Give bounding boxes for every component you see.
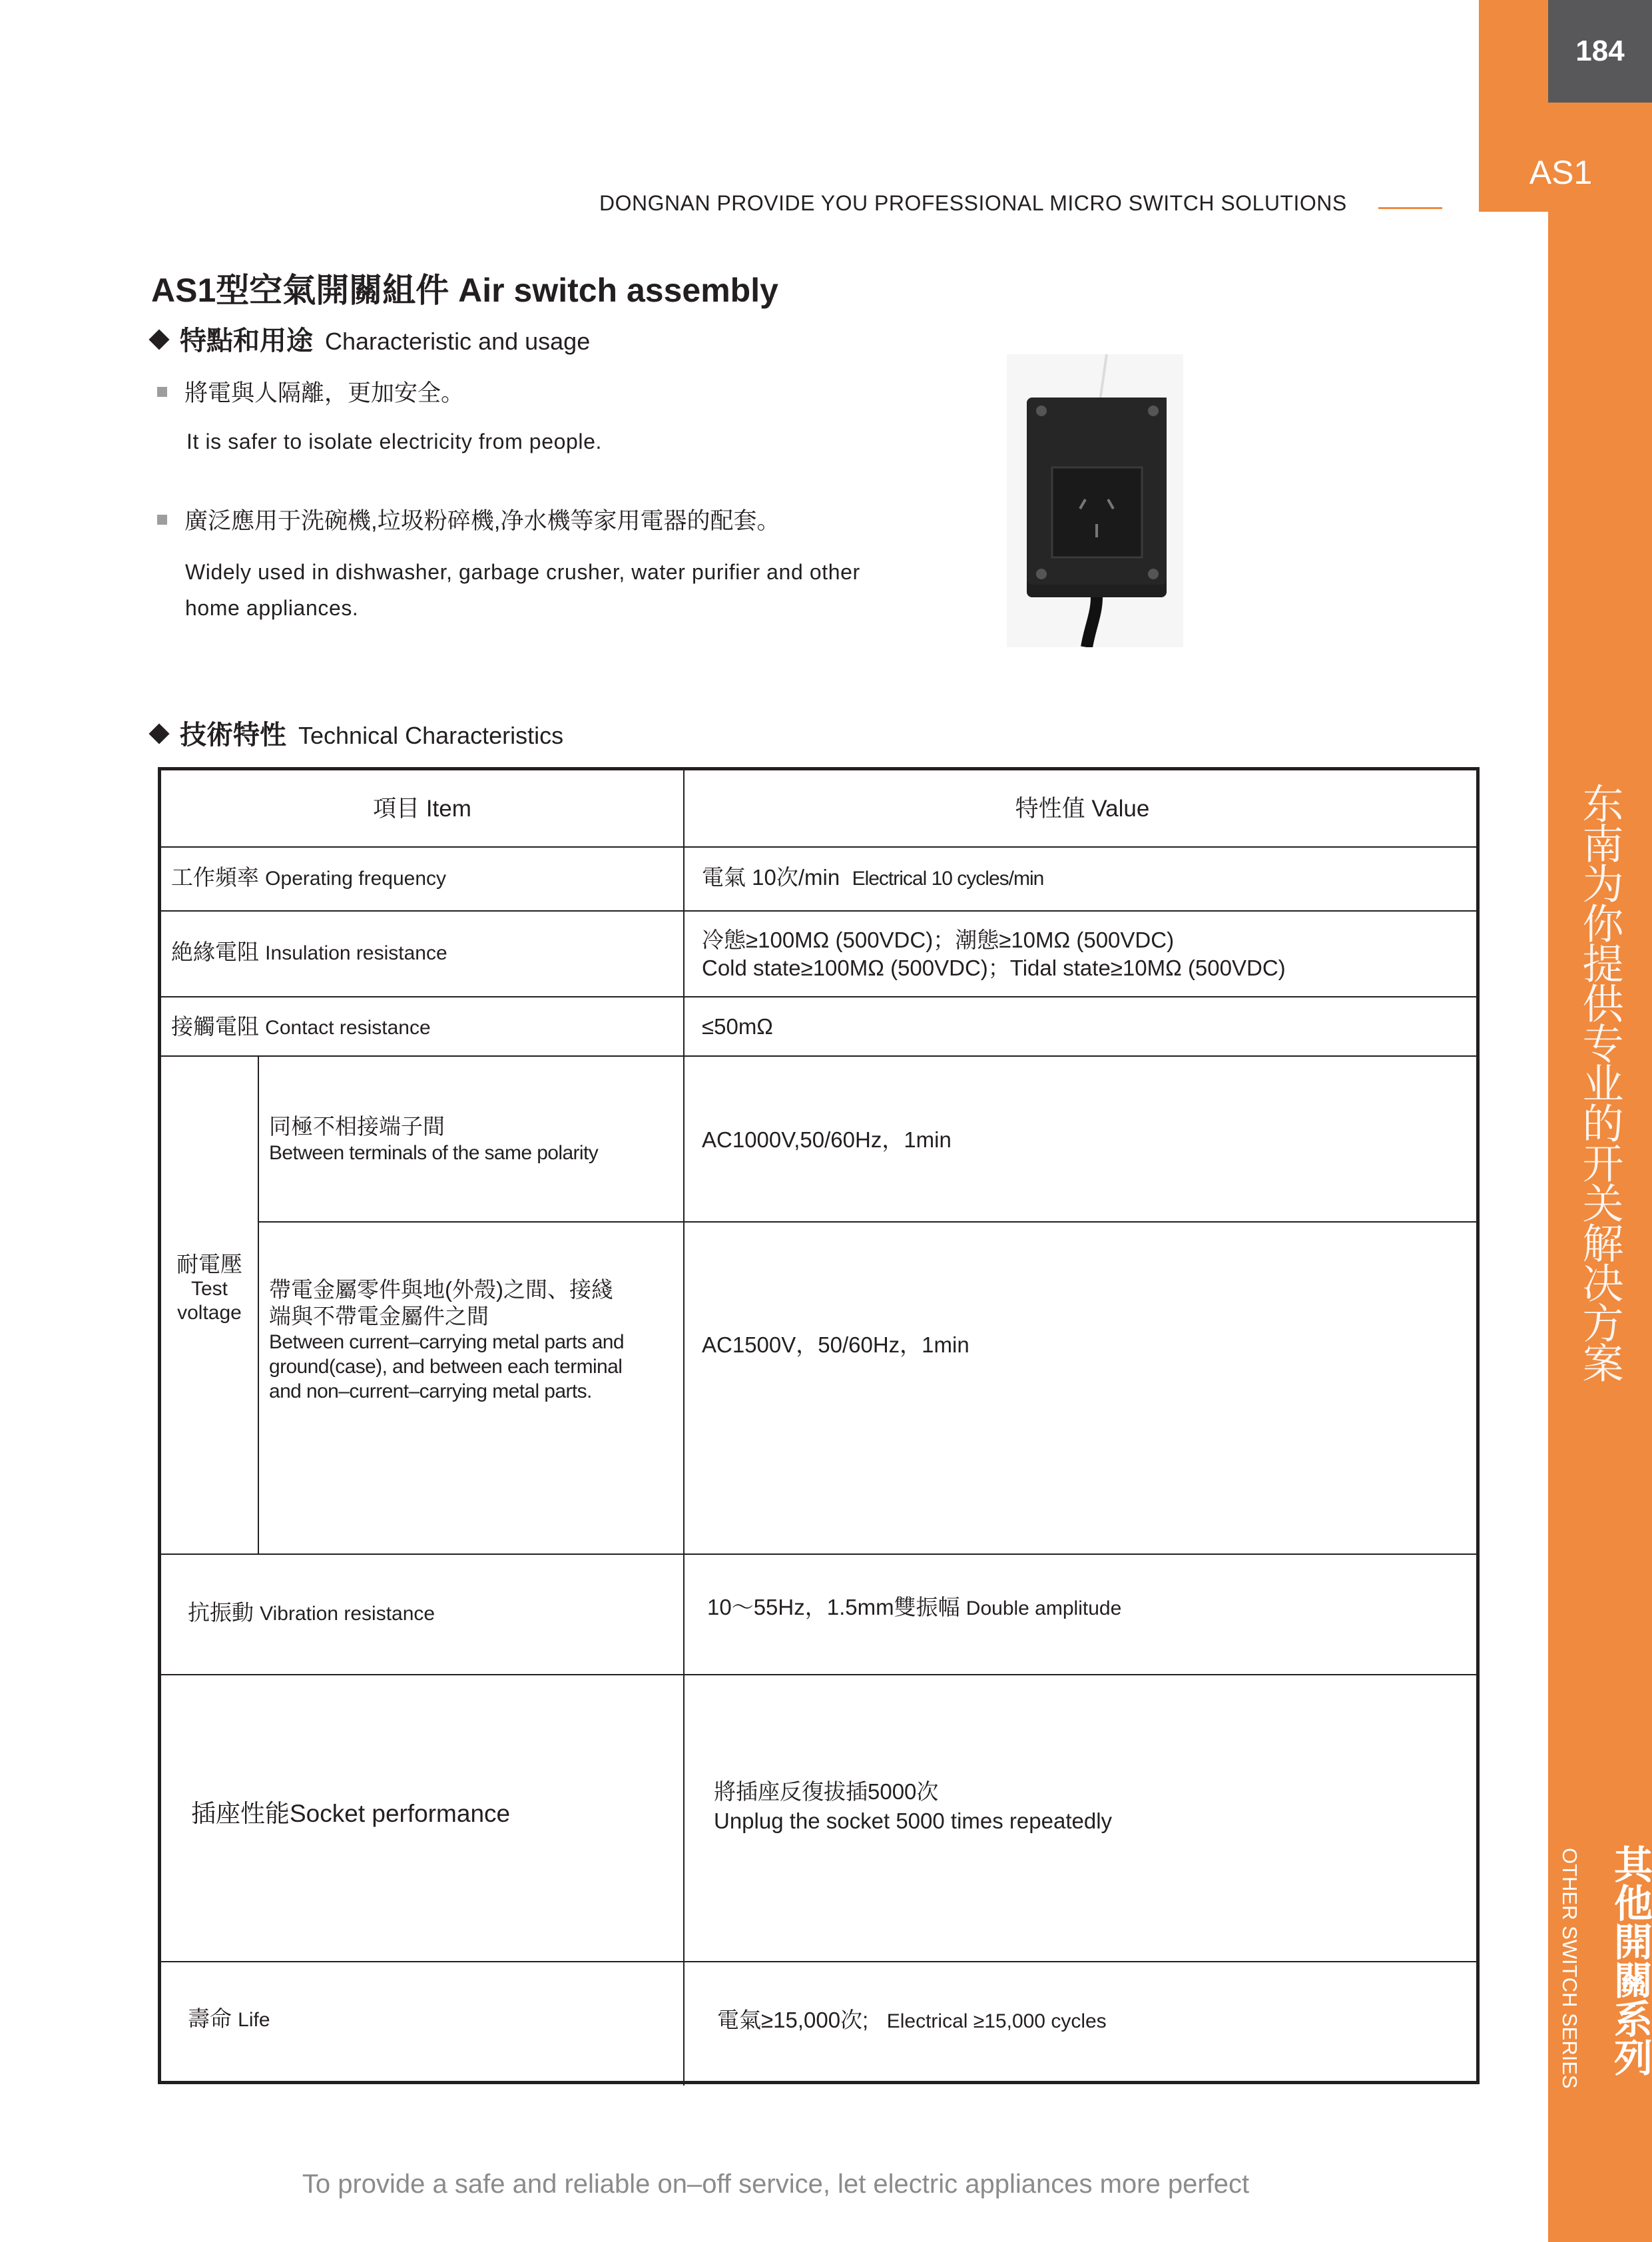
value-cn: 電氣≥15,000次; — [717, 2008, 869, 2032]
table-rule — [258, 1221, 1480, 1223]
label-cn: 工作頻率 — [171, 865, 259, 890]
header-tagline: DONGNAN PROVIDE YOU PROFESSIONAL MICRO SWITCH SOLUTIONS — [599, 191, 1347, 215]
table-rule — [258, 1055, 259, 1553]
sub1-cn: 同極不相接端子間 — [269, 1114, 445, 1139]
col-header-item: 項目 Item — [373, 796, 471, 822]
col-header-value: 特性值 Value — [1015, 796, 1150, 822]
label-en: Contact resistance — [265, 1017, 431, 1039]
feature-1-cn-text: 將電與人隔離，更加安全。 — [184, 380, 465, 406]
square-bullet-icon — [157, 515, 167, 525]
value-en: Electrical 10 cycles/min — [852, 868, 1044, 890]
section-technical-heading — [146, 714, 563, 752]
value-line-1: 冷態≥100MΩ (500VDC)；潮態≥10MΩ (500VDC) — [702, 928, 1175, 952]
heading-en: Technical Characteristics — [298, 722, 564, 749]
table-rule — [161, 1055, 1476, 1057]
product-photo — [1007, 354, 1183, 647]
row-insulation-value — [702, 926, 1286, 982]
feature-1-en: It is safer to isolate electricity from people. — [186, 429, 602, 453]
sub1-en: Between terminals of the same polarity — [269, 1142, 599, 1164]
feature-1-cn — [153, 375, 464, 408]
row-socket-value — [714, 1777, 1112, 1836]
voltage-sub2-value: AC1500V，50/60Hz，1min — [702, 1332, 969, 1357]
model-tag: AS1 — [1529, 154, 1593, 191]
sub2-en-1: Between current–carrying metal parts and — [269, 1331, 624, 1353]
value-en: Unplug the socket 5000 times repeatedly — [714, 1809, 1113, 1833]
page-number: 184 — [1575, 35, 1625, 67]
row-insulation-label — [171, 939, 447, 966]
table-rule — [683, 770, 685, 2086]
value-line-2: Cold state≥100MΩ (500VDC)；Tidal state≥10MΩ (500VDC) — [702, 956, 1286, 980]
sub2-cn-2: 端與不帶電金屬件之間 — [269, 1304, 489, 1328]
table-rule — [161, 996, 1476, 997]
table-rule — [161, 1674, 1476, 1675]
row-freq-value — [702, 864, 1043, 891]
diamond-bullet-icon — [148, 723, 169, 744]
series-label-cn: 其他開關系列 — [1608, 1844, 1651, 2076]
row-life-value — [717, 2007, 1107, 2034]
table-rule — [161, 1961, 1476, 1962]
label-en: Life — [238, 2009, 270, 2031]
section-characteristics-heading — [146, 320, 590, 358]
diamond-bullet-icon — [148, 329, 169, 350]
value-en: Electrical ≥15,000 cycles — [886, 2010, 1107, 2032]
voltage-sub2-label — [269, 1276, 624, 1404]
value-cn: 將插座反復拔插5000次 — [714, 1779, 939, 1804]
table-rule — [161, 910, 1476, 912]
value-en: Double amplitude — [965, 1597, 1122, 1619]
label-en-2: voltage — [177, 1302, 242, 1324]
row-socket-label: 插座性能Socket performance — [191, 1800, 511, 1827]
sub2-en-2: ground(case), and between each terminal — [269, 1356, 623, 1378]
table-rule — [161, 1553, 1476, 1555]
voltage-sub1-value: AC1000V,50/60Hz，1min — [702, 1127, 952, 1152]
sub2-en-3: and non–current–carrying metal parts. — [269, 1380, 592, 1402]
label-cn: 耐電壓 — [176, 1252, 242, 1276]
row-voltage-label — [161, 1252, 258, 1325]
label-en-1: Test — [190, 1278, 228, 1300]
label-cn: 絶緣電阻 — [171, 940, 259, 964]
label-cn: 接觸電阻 — [171, 1014, 259, 1039]
row-freq-label — [171, 864, 446, 891]
label-en: Insulation resistance — [265, 942, 447, 964]
label-en: Operating frequency — [265, 868, 447, 890]
voltage-sub1-label — [269, 1113, 598, 1167]
spec-table — [158, 767, 1480, 2084]
vertical-slogan: 东南为你提供专业的开关解决方案 — [1576, 782, 1622, 1382]
heading-cn: 技術特性 — [180, 720, 286, 750]
label-cn: 壽命 — [188, 2006, 232, 2031]
value-cn: 電氣 10次/min — [702, 865, 840, 890]
row-vibration-value — [707, 1594, 1121, 1621]
row-vibration-label — [188, 1599, 435, 1626]
sub2-cn-1: 帶電金屬零件與地(外殼)之間、接綫 — [269, 1277, 613, 1302]
label-cn: 抗振動 — [188, 1600, 254, 1625]
footer-slogan: To provide a safe and reliable on–off service, let electric appliances more perfect — [302, 2169, 1250, 2199]
label-en: Vibration resistance — [260, 1603, 435, 1625]
row-life-label — [188, 2006, 270, 2032]
heading-cn: 特點和用途 — [180, 326, 313, 356]
value-cn: 10～55Hz，1.5mm雙振幅 — [707, 1595, 960, 1619]
row-contact-value: ≤50mΩ — [702, 1014, 773, 1039]
table-rule — [161, 846, 1476, 848]
heading-en: Characteristic and usage — [325, 328, 591, 355]
row-contact-label — [171, 1013, 431, 1040]
feature-2-cn — [153, 503, 780, 536]
feature-2-en: Widely used in dishwasher, garbage crusher, water purifier and other home appliances. — [185, 560, 860, 620]
square-bullet-icon — [157, 387, 167, 397]
series-label-en: OTHER SWITCH SERIES — [1558, 1848, 1581, 2089]
tagline-rule — [1378, 207, 1442, 209]
page-title: AS1型空氣開關組件 Air switch assembly — [151, 272, 778, 309]
feature-2-cn-text: 廣泛應用于洗碗機,垃圾粉碎機,净水機等家用電器的配套。 — [184, 508, 780, 534]
